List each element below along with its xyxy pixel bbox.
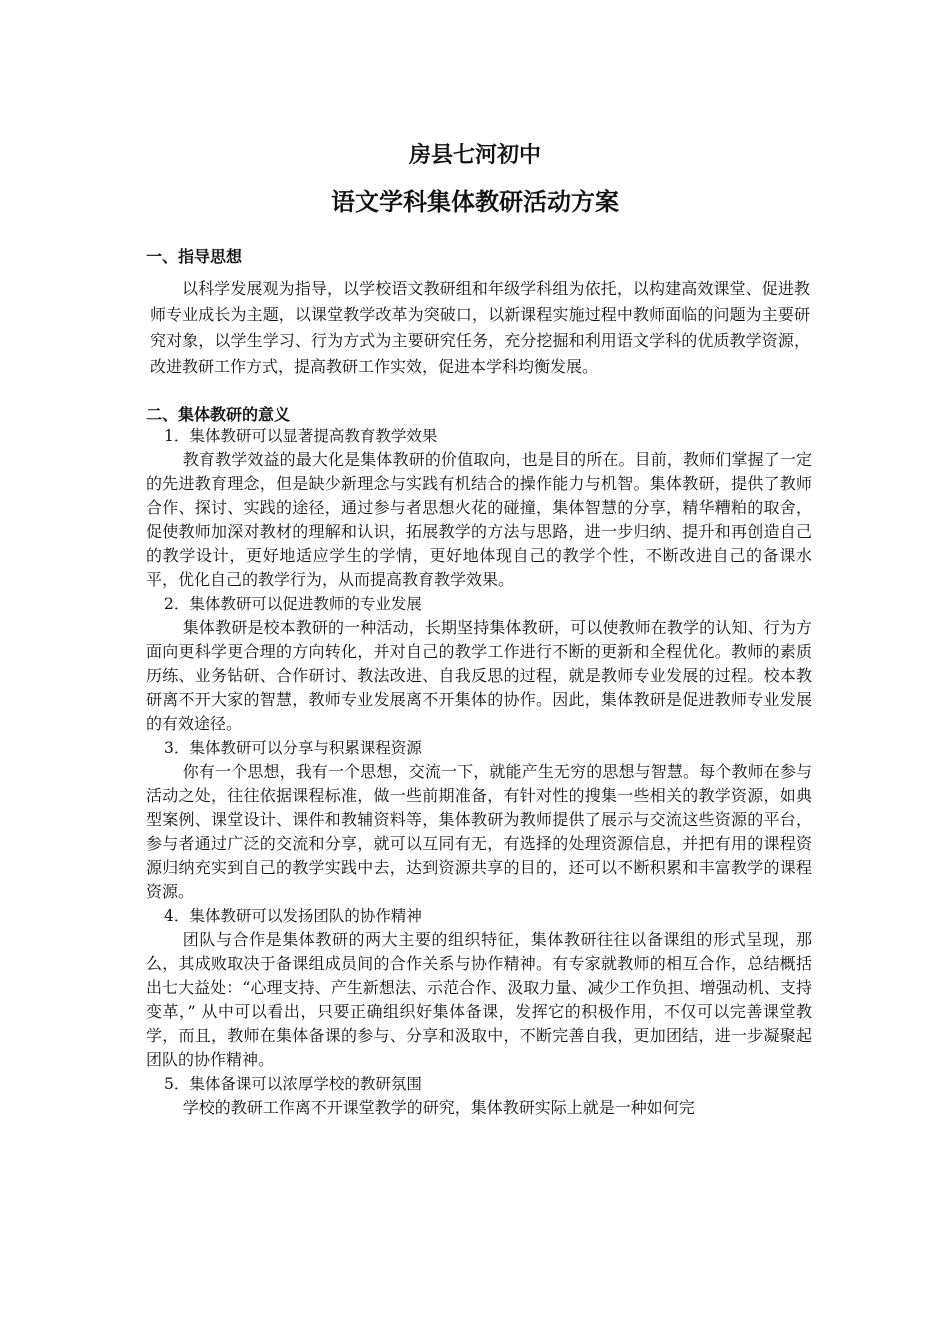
significance-list bbox=[146, 424, 812, 1120]
item-title: 3．集体教研可以分享与积累课程资源 bbox=[164, 739, 422, 757]
item-title: 4．集体教研可以发扬团队的协作精神 bbox=[164, 907, 422, 925]
item-body: 你有一个思想，我有一个思想，交流一下，就能产生无穷的思想与智慧。每个教师在参与活动之处，往往依据课程标准，做一些前期准备，有针对性的搜集一些相关的教学资源，如典型案例、课堂设计、课件和教辅资料等，集体教研为教师提供了展示与交流这些资源的平台，参与者通过广泛的交流和分享，就可以互同有无，有选择的处理资源信息，并把有用的课程资源归纳充实到自己的教学实践中去，达到资源共享的目的，还可以不断积累和丰富教学的课程资源。 bbox=[146, 762, 812, 901]
item-title: 5．集体备课可以浓厚学校的教研氛围 bbox=[164, 1075, 422, 1093]
item-body: 团队与合作是集体教研的两大主要的组织特征，集体教研往往以备课组的形式呈现，那么，其成败取决于备课组成员间的合作关系与协作精神。有专家就教师的相互合作，总结概括出七大益处：“心理支持、产生新想法、示范合作、汲取力量、减少工作负担、增强动机、支持变革，” 从中可以看出，只要正确组织好集体备课，发挥它的积极作用，不仅可以完善课堂教学，而且，教师在集体备课的参与、分享和汲取中，不断完善自我，更加团结，进一步凝聚起团队的协作精神。 bbox=[146, 930, 812, 1069]
document-title: 语文学科集体教研活动方案 bbox=[331, 188, 619, 216]
school-name: 房县七河初中 bbox=[408, 143, 541, 168]
item-title: 2．集体教研可以促进教师的专业发展 bbox=[164, 595, 422, 613]
section-heading-significance: 二、集体教研的意义 bbox=[146, 405, 291, 424]
guiding-ideology-text: 以科学发展观为指导，以学校语文教研组和年级学科组为依托，以构建高效课堂、促进教师专业成长为主题，以课堂教学改革为突破口，以新课程实施过程中教师面临的问题为主要研究对象，以学生学习、行为方式为主要研究任务，充分挖掘和利用语文学科的优质教学资源，改进教研工作方式，提高教研工作实效，促进本学科均衡发展。 bbox=[150, 279, 810, 376]
item-body: 学校的教研工作离不开课堂教学的研究，集体教研实际上就是一种如何完 bbox=[182, 1098, 695, 1117]
section-heading-guiding-ideology: 一、指导思想 bbox=[146, 247, 243, 266]
item-body: 教育教学效益的最大化是集体教研的价值取向，也是目的所在。目前，教师们掌握了一定的先进教育理念，但是缺少新理念与实践有机结合的操作能力与机智。集体教研，提供了教师合作、探讨、实践的途径，通过参与者思想火花的碰撞，集体智慧的分享，精华糟粕的取舍，促使教师加深对教材的理解和认识，拓展教学的方法与思路，进一步归纳、提升和再创造自己的教学设计，更好地适应学生的学情，更好地体现自己的教学个性，不断改进自己的备课水平，优化自己的教学行为，从而提高教育教学效果。 bbox=[146, 450, 812, 589]
item-body: 集体教研是校本教研的一种活动，长期坚持集体教研，可以使教师在教学的认知、行为方面向更科学更合理的方向转化，并对自己的教学工作进行不断的更新和全程优化。教师的素质历练、业务钻研、合作研讨、教法改进、自我反思的过程，就是教师专业发展的过程。校本教研离不开大家的智慧，教师专业发展离不开集体的协作。因此，集体教研是促进教师专业发展的有效途径。 bbox=[146, 618, 812, 733]
item-title: 1．集体教研可以显著提高教育教学效果 bbox=[164, 427, 438, 445]
